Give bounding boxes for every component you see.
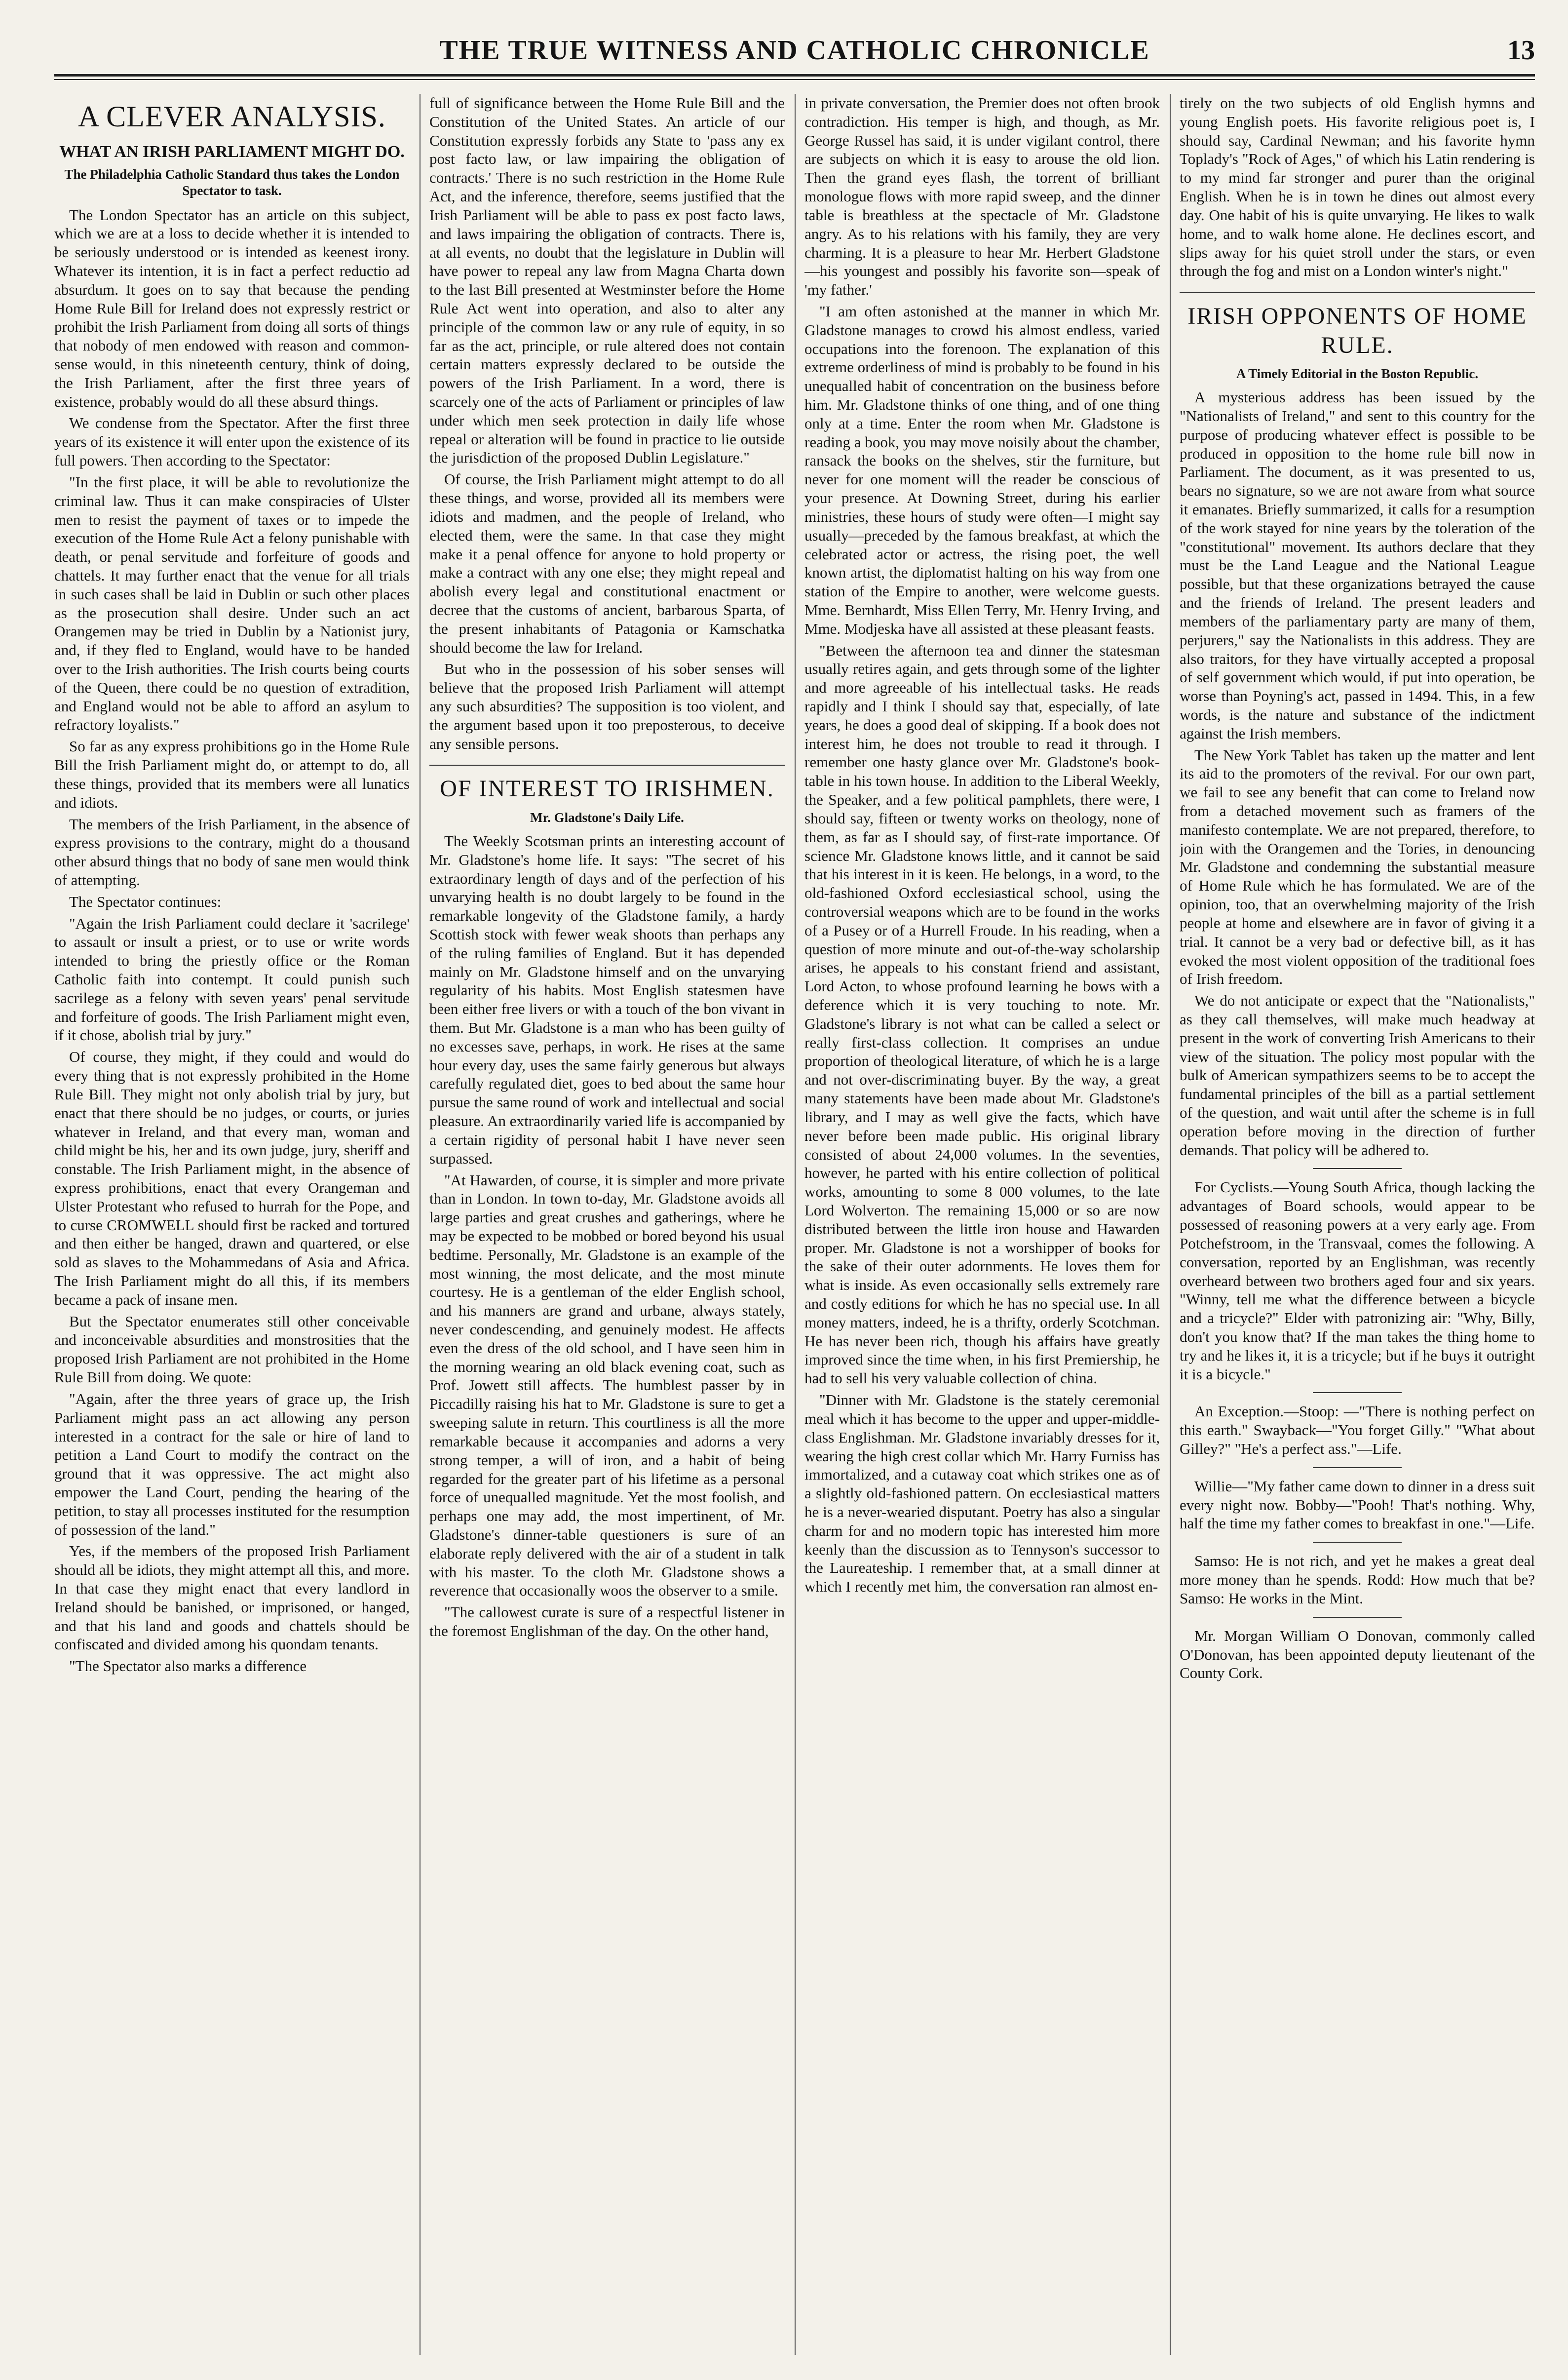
column-4 (1180, 94, 1535, 2355)
paragraph: But the Spectator enumerates still other conceivable and inconceivable absurdities and monstrosities that the proposed Irish Parliament are not prohibited in the Home Rule Bill from doing. We quote: (54, 1312, 410, 1386)
masthead-rule-thin (54, 79, 1535, 80)
paragraph: "Dinner with Mr. Gladstone is the stately ceremonial meal which it has become to the upper and upper-middle-class Englishman. Mr. Gladstone invariably dresses for it, wearing the high crest collar which Mr. Harry Furniss has immortalized, and a cutaway coat which strikes one as of a slightly old-fashioned pattern. On ecclesiastical matters he is a never-wearied disputant. Poetry has also a singular charm for and no modern topic has interested him more keenly than the discussion as to Tennyson's successor to the Laureateship. I remember that, at a small dinner at which I recently met him, the conversation ran almost en- (804, 1391, 1160, 1596)
section-subhead: Mr. Gladstone's Daily Life. (530, 810, 684, 825)
section-title: IRISH OPPONENTS OF HOME RULE. (1180, 292, 1535, 360)
newspaper-title: THE TRUE WITNESS AND CATHOLIC CHRONICLE (439, 35, 1150, 66)
paragraph: So far as any express prohibitions go in the Home Rule Bill the Irish Parliament might do, or attempt to do, all these things, provided that its members were all lunatics and idiots. (54, 738, 410, 811)
divider (1313, 1392, 1402, 1393)
paragraph: The Weekly Scotsman prints an interesting account of Mr. Gladstone's home life. It says: "The secret of his extraordinary length of days and of the perfection of his unvarying health is no doubt largely to be found in the remarkable longevity of the Gladstone family, a hardy Scottish stock with fewer weak shoots than perhaps any of the ruling families of England. But it has depended mainly on Mr. Gladstone himself and on the unvarying regularity of his habits. Most English statesmen have been either free livers or with a touch of the bon vivant in them. But Mr. Gladstone is a man who has been guilty of no excesses save, perhaps, in work. He rises at the same hour every day, uses the same fairly generous but always carefully regulated diet, goes to bed about the same hour pursue the same round of work and intellectual and social pleasure. An extraordinarily varied life is accompanied by a certain rigidity of personal habit I have never seen surpassed. (429, 832, 785, 1167)
paragraph: "Between the afternoon tea and dinner the statesman usually retires again, and gets through some of the lighter and more agreeable of his intellectual tasks. He reads rapidly and I think I should say that, especially, of late years, he does a good deal of skipping. If a book does not interest him, he does not trouble to read it through. I remember one hasty glance over Mr. Gladstone's book-table in his town house. In addition to the Liberal Weekly, the Speaker, and a few political pamphlets, there were, I should say, fifteen or twenty works on theology, none of them, as far as I should say, of first-rate importance. Of science Mr. Gladstone knows little, and it cannot be said that his interest in it is keen. He belongs, in a word, to the old-fashioned Oxford ecclesiastical school, using the controversial weapons which are to be found in the works of a Pusey or of a Hurrell Froude. In his reading, when a question of more minute and out-of-the-way scholarship arises, he appeals to his constant friend and assistant, Lord Acton, to whose profound learning he bows with a deference which it is very touching to note. Mr. Gladstone's library is not what can be called a select or really first-class collection. It comprises an undue proportion of theological literature, of which he is a large and not over-discriminating buyer. By the way, a great many statements have been made about Mr. Gladstone's library, and I may as well give the facts, which have never before been made public. His original library consisted of about 24,000 volumes. In the seventies, however, he parted with his entire collection of political works, amounting to some 8 000 volumes, to the late Lord Wolverton. The remaining 15,000 or so are now distributed between the little iron house and Hawarden proper. Mr. Gladstone is not a worshipper of books for the sake of their outer adornments. He loves them for what is inside. As even occasionally sells extremely rare and costly editions for which he has no special use. In all money matters, indeed, he is a thrifty, orderly Scotchman. He has never been rich, though his affairs have greatly improved since the time when, in his first Premiership, he had to sell his very valuable collection of china. (804, 641, 1160, 1387)
paragraph: The members of the Irish Parliament, in the absence of express provisions to the contrary, might do a thousand other absurd things that no body of sane men would think of attempting. (54, 815, 410, 889)
column-2 (429, 94, 785, 2355)
divider (1313, 1168, 1402, 1169)
section-subhead: A Timely Editorial in the Boston Republic. (1236, 366, 1479, 382)
column-divider (795, 94, 796, 2355)
paragraph: "The Spectator also marks a difference (69, 1657, 307, 1675)
column-divider (420, 94, 421, 2355)
page-number: 13 (1507, 35, 1535, 66)
paragraph: Of course, the Irish Parliament might attempt to do all these things, and worse, provided all its members were idiots and madmen, and the people of Ireland, who elected them, were the same. In that case they might make it a penal offence for anyone to hold property or make a contract with any one else; they might repeal and abolish every legal and constitutional enactment or decree that the customs of ancient, barbarous Sparta, of the present inhabitants of Patagonia or Kamschatka should become the law for Ireland. (429, 470, 785, 656)
paragraph: "I am often astonished at the manner in which Mr. Gladstone manages to crowd his almost endless, varied occupations into the forenoon. The explanation of this extreme orderliness of mind is probably to be found in his unequalled habit of concentration on the business before him. Mr. Gladstone thinks of one thing, and of one thing only at a time. Enter the room when Mr. Gladstone is reading a book, you may move noisily about the chamber, ransack the books on the shelves, stir the furniture, but never for one moment will the reader be conscious of your presence. At Downing Street, during his earlier ministries, these hours of study were often—I might say usually—preceded by the famous breakfast, at which the celebrated actor or actress, the rising poet, the well known artist, the diplomatist halting on his way from one station of the Empire to another, were welcome guests. Mme. Bernhardt, Miss Ellen Terry, Mr. Henry Irving, and Mme. Modjeska have all assisted at these pleasant feasts. (804, 302, 1160, 637)
paragraph: Samso: He is not rich, and yet he makes a great deal more money than he spends. Rodd: How much that be? Samso: He works in the Mint. (1180, 1552, 1535, 1607)
paragraph: "The callowest curate is sure of a respectful listener in the foremost Englishman of the day. On the other hand, (429, 1603, 785, 1640)
paragraph: But who in the possession of his sober senses will believe that the proposed Irish Parliament will attempt any such absurdities? The supposition is too violent, and the argument based upon it too preposterous, to deceive any sensible persons. (429, 660, 785, 752)
paragraph: "In the first place, it will be able to revolutionize the criminal law. Thus it can make conspiracies of Ulster men to resist the payment of taxes or to impede the execution of the Home Rule Act a felony punishable with death, or penal servitude and forfeiture of goods and chattels. It may further enact that the venue for all trials in such cases shall be laid in Dublin or such other places as the prosecution shall desire. Under such an act Orangemen may be tried in Dublin by a Nationist jury, and, if they fled to England, would have to be handed over to the Irish authorities. The Irish courts being courts of the Queen, there could be no question of extradition, and England would not be able to afford an asylum to refractory loyalists." (54, 473, 410, 734)
article-headline: A CLEVER ANALYSIS. (78, 100, 386, 133)
column-1 (54, 94, 410, 2355)
paragraph: A mysterious address has been issued by the "Nationalists of Ireland," and sent to this country for the purpose of producing whatever effect is possible to be produced in opposition to the home rule bill now in Parliament. The document, as it was presented to us, bears no signature, so we are not aware from what source it emanates. Briefly summarized, it calls for a resumption of the work stayed for nine years by the toleration of the "constitutional" movement. Its authors declare that they must be the Land League and the National League possible, but that these organizations betrayed the cause and the friends of Ireland. The present leaders and members of the parliamentary party are many of them, perjurers," say the Nationalists in this address. They are also traitors, for they have virtually accepted a proposal of self government which would, if put into operation, be worse than Poyning's act, passed in 1494. This, in a few words, is the nature and substance of the indictment against the Irish members. (1180, 389, 1535, 742)
article-deck: The Philadelphia Catholic Standard thus takes the London Spectator to task. (64, 166, 400, 198)
paragraph: The London Spectator has an article on this subject, which we are at a loss to decide whether it is intended to be seriously understood or is intended as keenest irony. Whatever its intention, it is in fact a perfect reductio ad absurdum. It goes on to say that because the pending Home Rule Bill for Ireland does not expressly restrict or prohibit the Irish Parliament from doing all sorts of things that nobody of men endowed with reason and common-sense would, in this nineteenth century, think of doing, the Irish Parliament, after the first three years of existence, probably would do all these absurd things. (54, 206, 410, 410)
masthead (54, 35, 1535, 69)
paragraph: Yes, if the members of the proposed Irish Parliament should all be idiots, they might attempt all this, and more. In that case they might enact that every landlord in Ireland should be banished, or imprisoned, or hanged, and that his land and goods and chattels should be confiscated and divided among his quondam tenants. (54, 1542, 410, 1653)
article-subhead: WHAT AN IRISH PARLIAMENT MIGHT DO. (59, 143, 405, 161)
paragraph: The Spectator continues: (69, 893, 222, 910)
paragraph: Willie—"My father came down to dinner in a dress suit every night now. Bobby—"Pooh! That's nothing. Why, half the time my father comes to breakfast in one."—Life. (1180, 1477, 1535, 1532)
divider (1313, 1542, 1402, 1543)
masthead-rule (54, 74, 1535, 77)
paragraph: Of course, they might, if they could and would do every thing that is not expressly prohibited in the Home Rule Bill. They might not only abolish trial by jury, but enact that there should be no judges, or courts, or juries whatever in Ireland, and that every man, woman and child might be his, her and its own judge, jury, sheriff and constable. The Irish Parliament might, in the absence of express prohibitions, enact that every Orangeman and Ulster Protestant who refused to hurrah for the Pope, and to curse CROMWELL should first be racked and tortured and then either be hanged, drawn and quartered, or else sold as slaves to the Mohammedans of Asia and Africa. The Irish Parliament might do all this, if its members became a pack of insane men. (54, 1048, 410, 1308)
paragraph: We condense from the Spectator. After the first three years of its existence it will enter upon the existence of its full powers. Then according to the Spectator: (54, 414, 410, 469)
paragraph: We do not anticipate or expect that the "Nationalists," as they call themselves, will make much headway at present in the work of converting Irish Americans to their view of the situation. The policy most popular with the bulk of American sympathizers seems to be to accept the fundamental principles of the bill as a partial settlement of the question, and wait until after the scheme is in full operation before moving in the direction of further demands. That policy will be adhered to. (1180, 992, 1535, 1159)
column-divider (1170, 94, 1171, 2355)
paragraph: full of significance between the Home Rule Bill and the Constitution of the United States. An article of our Constitution expressly forbids any State to 'pass any ex post facto law, or law impairing the obligation of contracts.' There is no such restriction in the Home Rule Act, and the inference, therefore, seems justified that the Irish Parliament will be able to pass ex post facto laws, and laws impairing the obligation of contracts. There is, at all events, no doubt that the legislature in Dublin will have power to repeal any law from Magna Charta down to the last Bill presented at Westminster before the Home Rule Act went into operation, and also to alter any principle of the common law or any rule of equity, in so far as the act, principle, or rule altered does not contain certain matters expressly declared to be outside the powers of the Irish Parliament. In a word, there is scarcely one of the acts of Parliament or principles of law under which men seek protection in daily life whose repeal or alteration will be found in practice to lie outside the jurisdiction of the proposed Dublin Legislature." (429, 94, 785, 467)
paragraph: "At Hawarden, of course, it is simpler and more private than in London. In town to-day, Mr. Gladstone avoids all large parties and great crushes and gatherings, where he may be expected to be mobbed or bored beyond his usual bedtime. Personally, Mr. Gladstone is an example of the most winning, the most delicate, and the most minute courtesy. He is a gentleman of the elder English school, and his manners are grand and urbane, always stately, never condescending, and genuinely modest. He affects even the dress of the old school, and I have seen him in the morning wearing an old black evening coat, such as Prof. Jowett still affects. The humblest passer by in Piccadilly raising his hat to Mr. Gladstone is sure to get a sweeping salute in return. This courtliness is all the more remarkable because it accompanies and adorns a very strong temper, a will of iron, and a habit of being regarded for the greater part of his lifetime as a personal force of unequalled magnitude. Yet the most foolish, and perhaps one may add, the most impertinent, of Mr. Gladstone's dinner-table questioners is sure of an elaborate reply delivered with the air of a student in talk with his master. To the cloth Mr. Gladstone shows a reverence that occasionally woos the observer to a smile. (429, 1171, 785, 1600)
paragraph: tirely on the two subjects of old English hymns and young English poets. His favorite religious poet is, I should say, Cardinal Newman; and his favorite hymn Toplady's "Rock of Ages," of which his Latin rendering is to my mind far stronger and purer than the original English. When he is in town he dines out almost every day. One habit of his is quite unvarying. He likes to walk home, and to walk home alone. He declines escort, and slips away for his quiet stroll under the stars, or even through the fog and mist on a London winter's night." (1180, 94, 1535, 280)
section-title: OF INTEREST TO IRISHMEN. (429, 765, 785, 804)
column-3 (804, 94, 1160, 2355)
divider (1313, 1617, 1402, 1618)
paragraph: For Cyclists.—Young South Africa, though lacking the advantages of Board schools, would appear to be possessed of reasoning powers at a very early age. From Potchefstroom, in the Transvaal, comes the following. A conversation, reported by an Englishman, was recently overheard between two brothers aged four and six years. "Winny, tell me what the difference between a bicycle and a tricycle?" Elder with patronizing air: "Why, Billy, don't you know that? If the man takes the thing home to try and he likes it, it is a tricycle; but if he buys it outright it is a bicycle." (1180, 1178, 1535, 1383)
paragraph: "Again, after the three years of grace up, the Irish Parliament might pass an act allowing any person interested in a contract for the sale or hire of land to petition a Land Court to modify the contract on the ground that it was oppressive. The act might also empower the Land Court, pending the hearing of the petition, to stay all processes instituted for the resumption of possession of the land." (54, 1390, 410, 1538)
paragraph: "Again the Irish Parliament could declare it 'sacrilege' to assault or insult a priest, or to use or write words intended to bring the priestly office or the Roman Catholic faith into contempt. It could punish such sacrilege as a felony with seven years' penal servitude and forfeiture of goods. The Irish Parliament might even, if it chose, abolish trial by jury." (54, 914, 410, 1044)
divider (1313, 1467, 1402, 1468)
paragraph: in private conversation, the Premier does not often brook contradiction. His temper is high, and though, as Mr. George Russel has said, it is under vigilant control, there are subjects on which it is easy to arouse the old lion. Then the grand eyes flash, the torrent of brilliant monologue flows with more rapid sweep, and the dinner table is breathless at the spectacle of Mr. Gladstone angry. As to his relations with his family, they are very charming. It is a pleasure to hear Mr. Herbert Gladstone—his youngest and possibly his favorite son—speak of 'my father.' (804, 94, 1160, 299)
paragraph: The New York Tablet has taken up the matter and lent its aid to the promoters of the revival. For our own part, we fail to see any benefit that can come to Ireland now from a detached movement such as framers of the manifesto contemplate. We are not prepared, therefore, to join with the Orangemen and the Tories, in denouncing Mr. Gladstone and condemning the substantial measure of Home Rule which he has formulated. We are of the opinion, too, that an overwhelming majority of the Irish people at home and elsewhere are in favor of giving it a trial. It cannot be a very bad or defective bill, as it has evoked the most violent opposition of the traditional foes of Irish freedom. (1180, 746, 1535, 988)
paragraph: An Exception.—Stoop: —"There is nothing perfect on this earth." Swayback—"You forget Gilly." "What about Gilley?" "He's a perfect ass."—Life. (1180, 1403, 1535, 1458)
paragraph: Mr. Morgan William O Donovan, commonly called O'Donovan, has been appointed deputy lieutenant of the County Cork. (1180, 1627, 1535, 1682)
